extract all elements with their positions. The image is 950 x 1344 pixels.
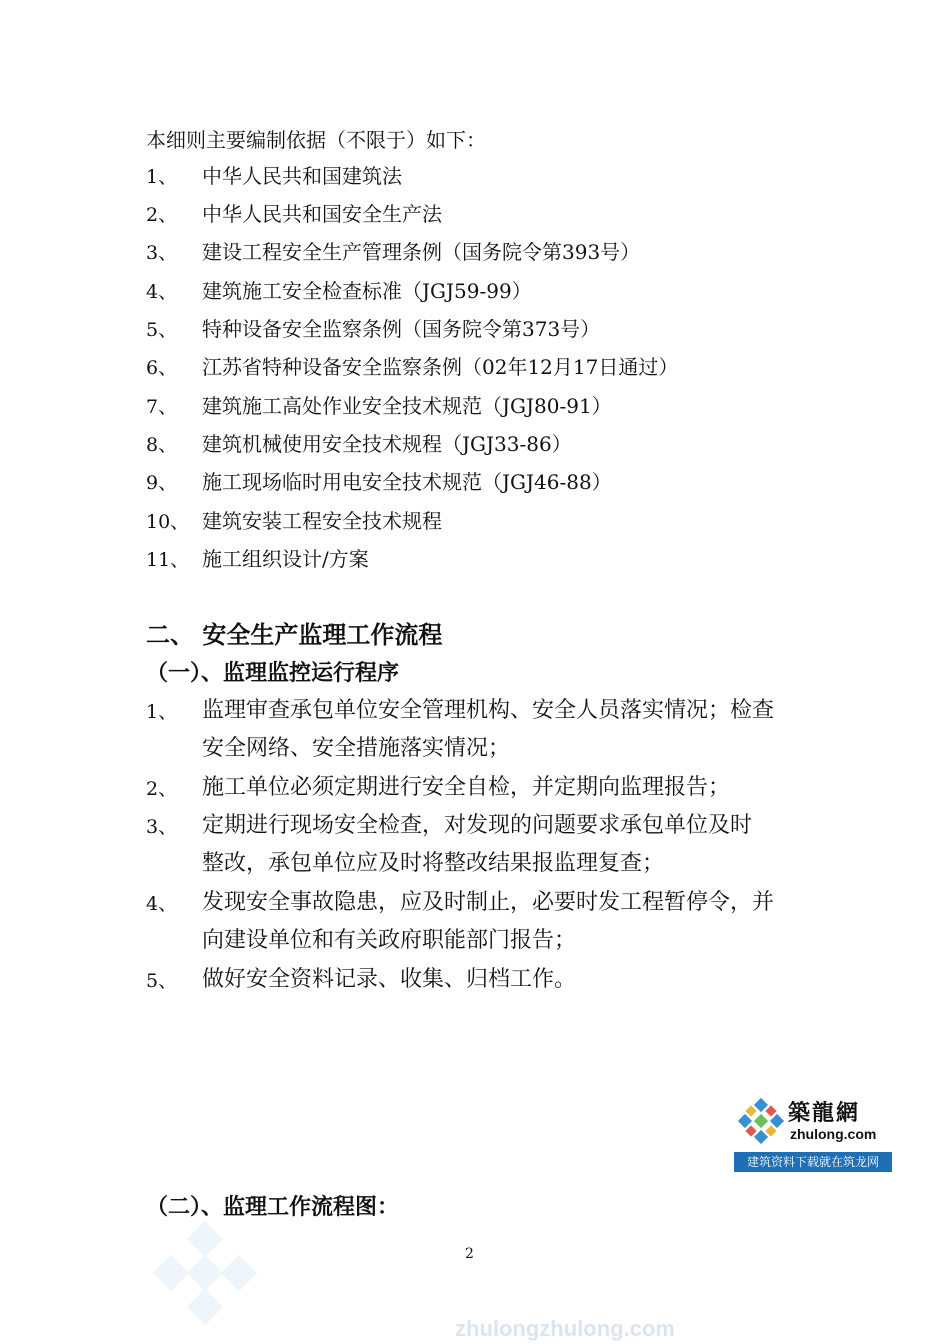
logo-domain: zhulong.com xyxy=(790,1126,877,1142)
zhulong-logo xyxy=(734,1092,892,1172)
item-text: 中华人民共和国安全生产法 xyxy=(202,202,442,226)
logo-name: 築龍網 xyxy=(788,1101,861,1126)
item-text: 江苏省特种设备安全监察条例（02年12月17日通过） xyxy=(202,355,679,379)
logo-star-icon xyxy=(736,1096,786,1146)
item-text-continued: 整改，承包单位应及时将整改结果报监理复查； xyxy=(202,851,665,876)
logo-panel xyxy=(734,1092,892,1150)
item-text: 监理审查承包单位安全管理机构、安全人员落实情况；检查 xyxy=(202,698,775,723)
item-number: 7、 xyxy=(146,396,178,418)
item-number: 9、 xyxy=(146,472,178,494)
item-number: 3、 xyxy=(146,242,178,264)
item-text: 做好安全资料记录、收集、归档工作。 xyxy=(202,967,577,992)
item-text: 中华人民共和国建筑法 xyxy=(202,164,402,188)
watermark-star-icon xyxy=(150,1218,260,1328)
item-number: 4、 xyxy=(146,281,178,303)
logo-slogan: 建筑资料下载就在筑龙网 xyxy=(734,1152,892,1172)
subsection-heading: （一）、监理监控运行程序 xyxy=(146,661,400,686)
item-number: 11、 xyxy=(146,549,190,571)
page-number: 2 xyxy=(465,1246,474,1262)
item-text: 特种设备安全监察条例（国务院令第373号） xyxy=(202,317,601,341)
item-text-continued: 向建设单位和有关政府职能部门报告； xyxy=(202,928,577,953)
item-text: 施工现场临时用电安全技术规范（JGJ46-88） xyxy=(202,470,612,494)
item-text: 发现安全事故隐患，应及时制止，必要时发工程暂停令，并 xyxy=(202,890,775,915)
item-text: 建筑机械使用安全技术规程（JGJ33-86） xyxy=(202,432,572,456)
item-text: 建筑安装工程安全技术规程 xyxy=(202,509,442,533)
item-text: 建筑施工高处作业安全技术规范（JGJ80-91） xyxy=(202,394,612,418)
item-text: 建筑施工安全检查标准（JGJ59-99） xyxy=(202,279,532,303)
section-heading: 二、 安全生产监理工作流程 xyxy=(146,621,443,649)
item-number: 2、 xyxy=(146,204,178,226)
item-number: 4、 xyxy=(146,893,178,915)
item-text: 定期进行现场安全检查，对发现的问题要求承包单位及时 xyxy=(202,813,753,838)
item-number: 5、 xyxy=(146,319,178,341)
item-number: 8、 xyxy=(146,434,178,456)
watermark-text: zhulongzhulong.com xyxy=(455,1316,675,1341)
item-text: 施工组织设计/方案 xyxy=(202,547,369,571)
item-number: 1、 xyxy=(146,701,178,723)
item-number: 3、 xyxy=(146,816,178,838)
intro-line: 本细则主要编制依据（不限于）如下： xyxy=(146,128,486,152)
item-text: 建设工程安全生产管理条例（国务院令第393号） xyxy=(202,240,641,264)
item-text: 施工单位必须定期进行安全自检，并定期向监理报告； xyxy=(202,775,731,800)
item-number: 5、 xyxy=(146,970,178,992)
subsection-heading-2: （二）、监理工作流程图： xyxy=(146,1195,400,1220)
item-number: 10、 xyxy=(146,511,190,533)
item-text-continued: 安全网络、安全措施落实情况； xyxy=(202,736,511,761)
item-number: 6、 xyxy=(146,357,178,379)
item-number: 1、 xyxy=(146,166,178,188)
item-number: 2、 xyxy=(146,778,178,800)
